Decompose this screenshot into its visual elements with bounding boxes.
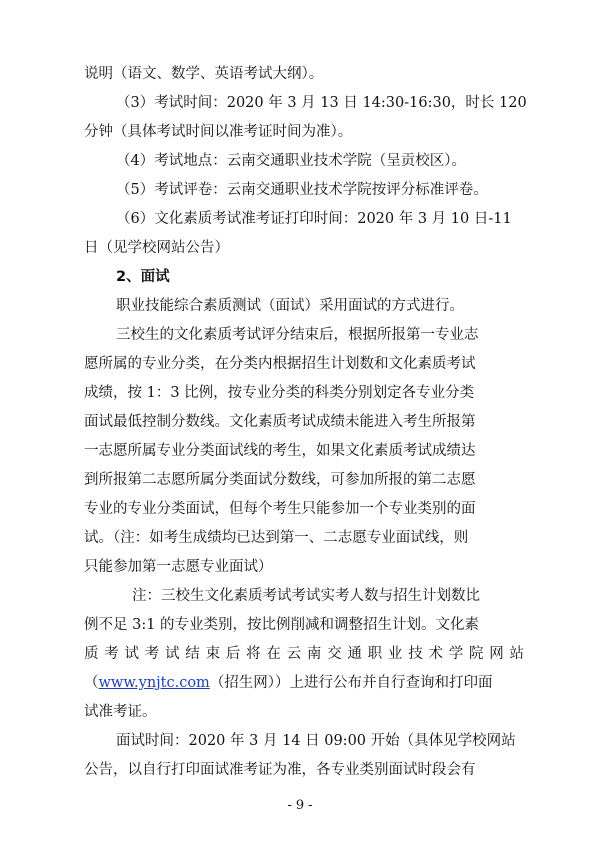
text-line: 只能参加第一志愿专业面试） — [84, 559, 273, 575]
exam-time-item: （3）考试时间：2020 年 3 月 13 日 14:30-16:30，时长 120 — [116, 95, 527, 111]
text-line: 专业的专业分类面试，但每个考生只能参加一个专业类别的面 — [84, 501, 476, 517]
text-line: 分钟（具体考试时间以准考证时间为准）。 — [84, 124, 353, 140]
exam-location-item: （4）考试地点：云南交通职业技术学院（呈贡校区）。 — [116, 153, 466, 169]
text-line: 愿所属的专业分类，在分类内根据招生计划数和文化素质考试 — [84, 356, 476, 372]
text-line: 例不足 3:1 的专业类别，按比例削减和调整招生计划。文化素 — [84, 617, 480, 633]
admit-card-print-item: （6）文化素质考试准考证打印时间：2020 年 3 月 10 日-11 — [116, 211, 512, 227]
paren-open: （ — [84, 675, 99, 691]
text-line-with-link — [84, 673, 524, 693]
interview-time-line: 面试时间：2020 年 3 月 14 日 09:00 开始（具体见学校网站 — [116, 733, 516, 749]
text-line: 公告，以自行打印面试准考证为准，各专业类别面试时段会有 — [84, 762, 476, 778]
text-line: 一志愿所属专业分类面试线的考生，如果文化素质考试成绩达 — [84, 443, 476, 459]
page-number: - 9 - — [287, 798, 313, 813]
text-line: 说明（语文、数学、英语考试大纲）。 — [84, 66, 324, 82]
text-line: 日（见学校网站公告） — [84, 240, 229, 256]
text-line: 试准考证。 — [84, 704, 157, 720]
text-line: 试。（注：如考生成绩均已达到第一、二志愿专业面试线，则 — [84, 530, 469, 546]
text-line: 成绩，按 1：3 比例，按专业分类的科类分别划定各专业分类 — [84, 385, 475, 401]
text-line: 到所报第二志愿所属分类面试分数线，可参加所报的第二志愿 — [84, 472, 476, 488]
exam-grading-item: （5）考试评卷：云南交通职业技术学院按评分标准评卷。 — [116, 182, 488, 198]
text-line: 三校生的文化素质考试评分结束后，根据所报第一专业志 — [116, 327, 479, 343]
text-line: 面试最低控制分数线。文化素质考试成绩未能进入考生所报第 — [84, 414, 476, 430]
text-line: 职业技能综合素质测试（面试）采用面试的方式进行。 — [116, 298, 464, 314]
note-line: 注：三校生文化素质考试考试实考人数与招生计划数比 — [132, 588, 480, 604]
section-heading-interview: 2、面试 — [116, 269, 170, 285]
text-line: 质考试考试结束后将在云南交通职业技术学院网站 — [84, 646, 524, 662]
text-after-link: （招生网））上进行公布并自行查询和打印面 — [209, 675, 493, 691]
website-link[interactable]: www.ynjtc.com — [98, 675, 210, 691]
